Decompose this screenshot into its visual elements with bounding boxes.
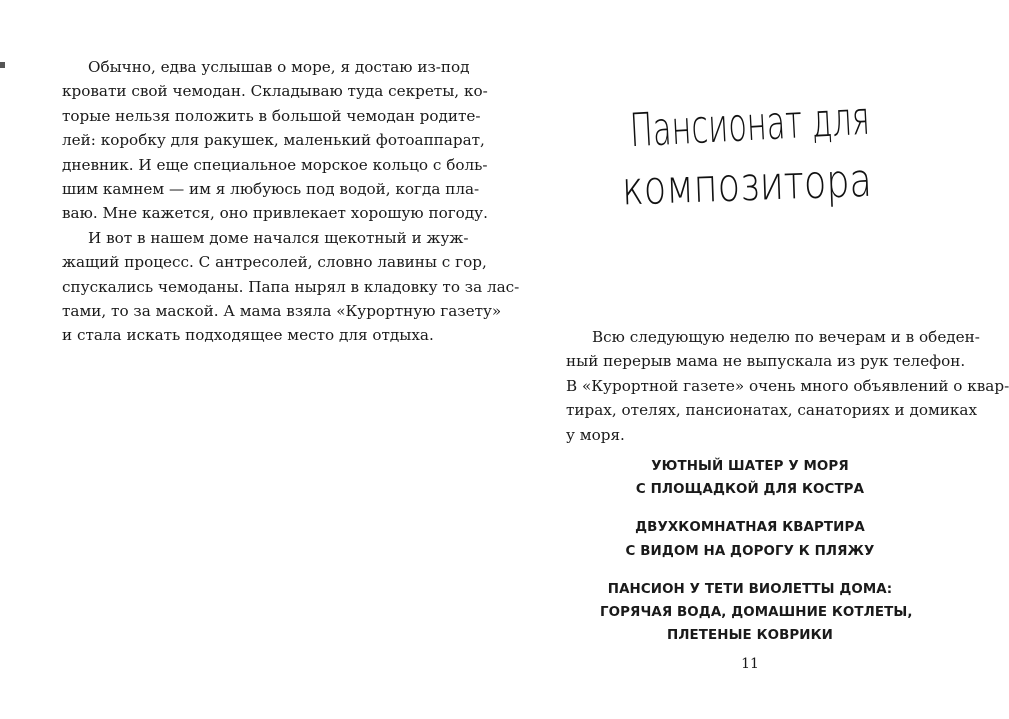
classified-ads (600, 455, 913, 662)
ad-line: С ПЛОЩАДКОЙ ДЛЯ КОСТРА (635, 482, 865, 498)
text-line: шим камнем — им я любуюсь под водой, когда пла- (62, 180, 480, 199)
text-line: ваю. Мне кажется, оно привлекает хорошую погоду. (62, 204, 488, 223)
text-line: И вот в нашем доме начался щекотный и жуж- (88, 228, 469, 247)
text-line: и стала искать подходящее место для отдыха. (62, 326, 434, 345)
text-line: торые нельзя положить в большой чемодан родите- (62, 106, 481, 125)
text-line: кровати свой чемодан. Складываю туда секреты, ко- (62, 82, 488, 101)
ad-line: УЮТНЫЙ ШАТЕР У МОРЯ (651, 459, 849, 474)
right-page-text (566, 325, 1009, 447)
ad-apartment (600, 516, 900, 562)
text-line: Обычно, едва услышав о море, я достаю из-под (88, 58, 470, 76)
page-number: 11 (741, 656, 759, 672)
ad-line: ПЛЕТЕНЫЕ КОВРИКИ (667, 628, 833, 644)
text-line: спускались чемоданы. Папа нырял в кладовку то за лас- (62, 277, 520, 296)
ad-pension (600, 578, 913, 648)
text-line: В «Курортной газете» очень много объявлений о квар- (566, 376, 1009, 395)
text-line: дневник. И еще специальное морское кольцо с боль- (62, 155, 488, 174)
text-line: Всю следующую неделю по вечерам и в обеден- (592, 328, 980, 346)
text-line: ный перерыв мама не выпускала из рук телефон. (566, 352, 966, 371)
ad-line: С ВИДОМ НА ДОРОГУ К ПЛЯЖУ (625, 543, 875, 559)
right-page (500, 0, 1009, 719)
ad-line: ПАНСИОН У ТЕТИ ВИОЛЕТТЫ ДОМА: (607, 581, 893, 597)
text-line: у моря. (566, 425, 625, 444)
text-line: лей: коробку для ракушек, маленький фотоаппарат, (62, 131, 485, 150)
left-page-text (62, 55, 520, 348)
chapter-title (620, 84, 994, 228)
text-line: жащий процесс. С антресолей, словно лавины с гор, (62, 253, 487, 272)
ad-line: ДВУХКОМНАТНАЯ КВАРТИРА (635, 520, 865, 536)
text-line: тирах, отелях, пансионатах, санаториях и домиках (566, 401, 978, 420)
ad-tent (600, 455, 900, 501)
text-line: тами, то за маской. А мама взяла «Курортную газету» (62, 302, 502, 321)
ad-line: ГОРЯЧАЯ ВОДА, ДОМАШНИЕ КОТЛЕТЫ, (600, 605, 913, 621)
chapter-title-line-2: композитора (620, 150, 938, 216)
chapter-title-line-1: Пансионат для (628, 84, 994, 158)
